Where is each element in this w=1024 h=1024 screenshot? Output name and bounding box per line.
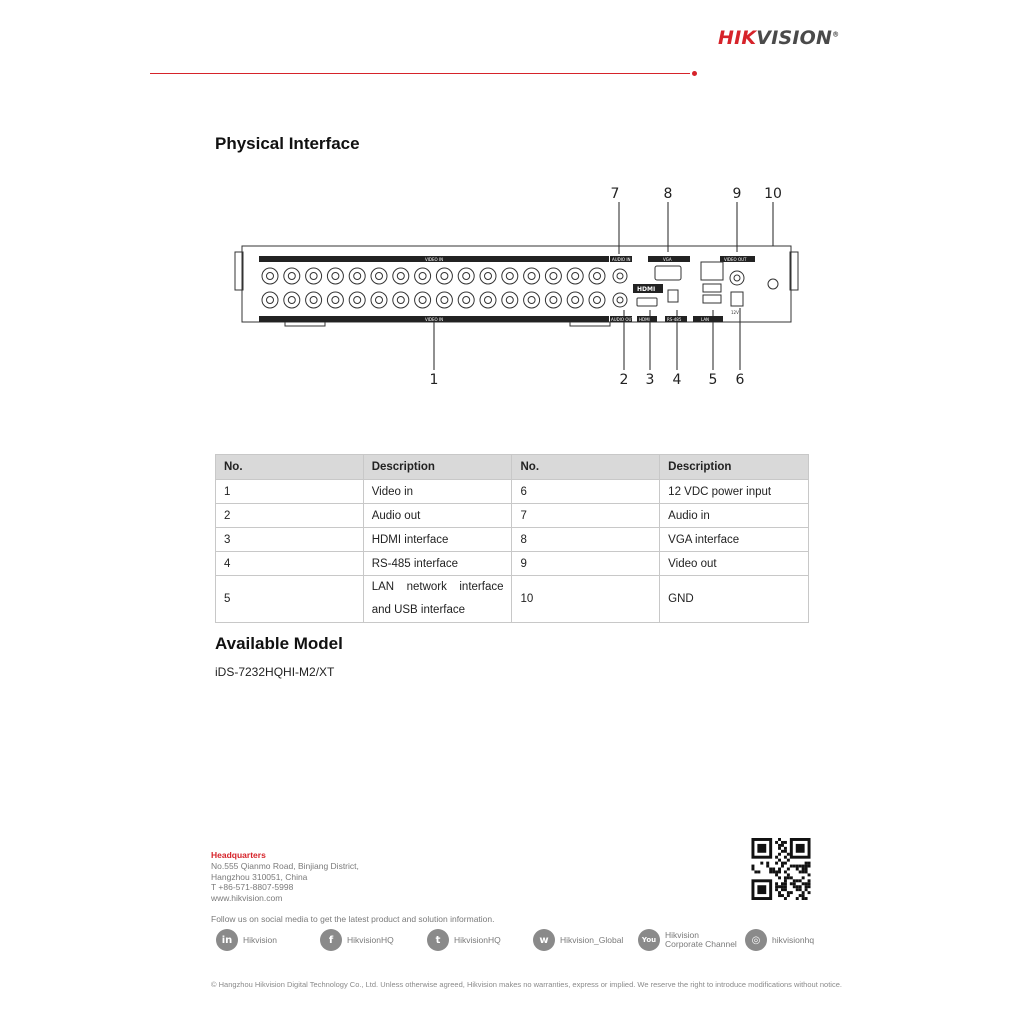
- callout-5: 5: [708, 372, 718, 388]
- cell-no: 4: [216, 552, 364, 576]
- qr-module: [775, 862, 778, 865]
- bnc-connector: [327, 268, 343, 284]
- bnc-connector-pin: [376, 273, 383, 280]
- qr-module: [784, 850, 787, 853]
- qr-module: [805, 888, 808, 891]
- bnc-connector-pin: [332, 273, 339, 280]
- cell-description: Video out: [660, 552, 809, 576]
- cell-description: RS-485 interface: [363, 552, 512, 576]
- bnc-connector: [284, 268, 300, 284]
- cell-description-line2: and USB interface: [371, 604, 466, 616]
- panel-label-lan: LAN: [701, 317, 710, 322]
- cell-description: [363, 576, 512, 623]
- bnc-connector: [480, 268, 496, 284]
- panel-label-vga: VGA: [663, 257, 672, 262]
- qr-module: [772, 870, 775, 873]
- qr-module: [799, 885, 802, 888]
- qr-module: [799, 879, 802, 882]
- header-description-2: Description: [660, 455, 809, 480]
- cell-no: 6: [512, 480, 660, 504]
- social-linkedin[interactable]: [216, 929, 277, 951]
- qr-module: [805, 897, 808, 900]
- qr-module: [778, 853, 781, 856]
- bnc-connectors: [262, 268, 605, 308]
- bnc-connector-pin: [528, 273, 535, 280]
- qr-module: [775, 882, 778, 885]
- header-no-1: No.: [216, 455, 364, 480]
- cell-no: 8: [512, 528, 660, 552]
- registered-mark: ®: [832, 30, 840, 39]
- qr-module: [802, 870, 805, 873]
- bnc-connector-pin: [310, 297, 317, 304]
- qr-module: [787, 853, 790, 856]
- bnc-connector: [567, 268, 583, 284]
- qr-module: [787, 868, 790, 871]
- bnc-connector: [415, 268, 431, 284]
- bnc-connector: [589, 292, 605, 308]
- header-description-1: Description: [363, 455, 512, 480]
- bnc-connector: [349, 268, 365, 284]
- bnc-connector-pin: [485, 297, 492, 304]
- bnc-connector: [262, 268, 278, 284]
- youtube-icon[interactable]: You: [638, 929, 660, 951]
- bnc-connector-pin: [572, 273, 579, 280]
- qr-module: [778, 868, 781, 871]
- bnc-connector-pin: [506, 297, 513, 304]
- table-row: [216, 528, 809, 552]
- qr-module: [796, 897, 799, 900]
- qr-module: [787, 873, 790, 876]
- qr-module: [784, 856, 787, 859]
- social-label-line2[interactable]: Corporate Channel: [665, 939, 737, 949]
- bnc-connector-pin: [441, 273, 448, 280]
- phone-number: T +86-571-8807-5998: [211, 882, 294, 892]
- social-label[interactable]: [665, 931, 737, 949]
- bnc-connector-pin: [419, 297, 426, 304]
- copyright-notice: © Hangzhou Hikvision Digital Technology Co., Ltd. Unless otherwise agreed, Hikvision makes no warranties, express or implied. We reserve the right to introduce modifications without notice.: [211, 980, 842, 989]
- callout-8: 8: [663, 186, 673, 202]
- address-line: Hangzhou 310051, China: [211, 871, 308, 882]
- bnc-connector: [589, 268, 605, 284]
- hq-address: [211, 861, 359, 903]
- callout-10: 10: [764, 186, 782, 202]
- qr-module: [751, 865, 754, 868]
- address-line: No.555 Qianmo Road, Binjiang District,: [211, 861, 359, 871]
- qr-module: [796, 888, 799, 891]
- qr-module: [799, 894, 802, 897]
- bnc-connector-pin: [397, 297, 404, 304]
- header-no-2: No.: [512, 455, 660, 480]
- cell-no: 2: [216, 504, 364, 528]
- qr-module: [808, 865, 811, 868]
- social-label[interactable]: Hikvision_Global: [560, 935, 624, 945]
- qr-module: [775, 873, 778, 876]
- bnc-connector: [371, 292, 387, 308]
- qr-module: [787, 894, 790, 897]
- website-link[interactable]: www.hikvision.com: [211, 892, 283, 903]
- qr-module: [802, 882, 805, 885]
- qr-module: [778, 876, 781, 879]
- bnc-connector: [436, 268, 452, 284]
- qr-module: [754, 870, 757, 873]
- bnc-connector: [371, 268, 387, 284]
- qr-module: [808, 885, 811, 888]
- qr-module: [766, 862, 769, 865]
- qr-module: [790, 876, 793, 879]
- hdmi-logo: HDMI: [637, 286, 656, 293]
- cell-description: Audio in: [660, 504, 809, 528]
- brand-logo: [718, 27, 839, 49]
- qr-module: [781, 865, 784, 868]
- bnc-connector: [502, 292, 518, 308]
- social-label[interactable]: HikvisionHQ: [454, 935, 501, 945]
- qr-module: [781, 894, 784, 897]
- bnc-connector-pin: [550, 273, 557, 280]
- qr-module: [778, 891, 781, 894]
- qr-module: [778, 847, 781, 850]
- qr-module: [808, 862, 811, 865]
- cell-description: VGA interface: [660, 528, 809, 552]
- bnc-connector-pin: [528, 297, 535, 304]
- bnc-connector-pin: [594, 297, 601, 304]
- section-title-physical-interface: Physical Interface: [215, 134, 360, 153]
- qr-module: [808, 891, 811, 894]
- qr-module: [751, 868, 754, 871]
- bnc-connector: [524, 268, 540, 284]
- header-divider: [150, 73, 690, 74]
- bnc-connector-pin: [267, 297, 274, 304]
- qr-module: [781, 888, 784, 891]
- qr-module: [796, 885, 799, 888]
- interface-table: [215, 454, 809, 623]
- bnc-connector: [262, 292, 278, 308]
- table-row: [216, 552, 809, 576]
- qr-module: [805, 870, 808, 873]
- model-number: iDS-7232HQHI-M2/XT: [215, 665, 335, 679]
- qr-module: [769, 870, 772, 873]
- callout-2: 2: [619, 372, 629, 388]
- bnc-connector: [306, 268, 322, 284]
- social-instagram[interactable]: [745, 929, 814, 951]
- social-label-line1[interactable]: Hikvision: [665, 930, 700, 940]
- bnc-connector: [545, 268, 561, 284]
- qr-module: [784, 879, 787, 882]
- qr-module: [805, 885, 808, 888]
- qr-module: [805, 862, 808, 865]
- bnc-connector-pin: [506, 273, 513, 280]
- bnc-connector-pin: [354, 273, 361, 280]
- qr-module: [766, 865, 769, 868]
- qr-module: [793, 885, 796, 888]
- qr-module: [772, 868, 775, 871]
- qr-module: [775, 870, 778, 873]
- table-row: [216, 480, 809, 504]
- header-divider-dot: [692, 71, 697, 76]
- bnc-connector-pin: [419, 273, 426, 280]
- social-facebook[interactable]: [320, 929, 394, 951]
- bnc-connector-pin: [463, 273, 470, 280]
- panel-label-video-out: VIDEO OUT: [724, 257, 747, 262]
- qr-code: [751, 838, 811, 900]
- qr-module: [784, 885, 787, 888]
- qr-module: [775, 841, 778, 844]
- qr-module: [796, 868, 799, 871]
- table-row: [216, 504, 809, 528]
- bnc-connector: [393, 292, 409, 308]
- bnc-connector-pin: [288, 273, 295, 280]
- table-row: [216, 576, 809, 623]
- panel-label-power: 12V: [731, 310, 739, 315]
- bnc-connector: [306, 292, 322, 308]
- qr-module: [784, 876, 787, 879]
- bnc-connector: [393, 268, 409, 284]
- qr-module: [781, 841, 784, 844]
- qr-finder: [757, 885, 766, 894]
- qr-module: [808, 882, 811, 885]
- qr-module: [787, 876, 790, 879]
- qr-module: [784, 882, 787, 885]
- qr-module: [781, 885, 784, 888]
- social-label[interactable]: hikvisionhq: [772, 935, 815, 945]
- qr-module: [757, 870, 760, 873]
- twitter-icon[interactable]: t: [427, 929, 449, 951]
- qr-module: [784, 888, 787, 891]
- bnc-connector: [458, 292, 474, 308]
- bnc-connector: [502, 268, 518, 284]
- instagram-icon[interactable]: ◎: [745, 929, 767, 951]
- qr-module: [790, 891, 793, 894]
- brand-logo-part2: VISION: [756, 27, 833, 49]
- wechat-icon[interactable]: w: [533, 929, 555, 951]
- qr-module: [793, 879, 796, 882]
- qr-module: [769, 868, 772, 871]
- qr-module: [778, 844, 781, 847]
- qr-module: [784, 862, 787, 865]
- qr-module: [778, 870, 781, 873]
- qr-module: [802, 868, 805, 871]
- brand-logo-part1: HIK: [718, 27, 757, 49]
- cell-no: 5: [216, 576, 364, 623]
- bnc-connector: [349, 292, 365, 308]
- callout-1: 1: [429, 372, 439, 388]
- callout-3: 3: [645, 372, 655, 388]
- cell-description-line1: LAN network interface: [371, 581, 504, 593]
- qr-module: [784, 841, 787, 844]
- qr-module: [793, 865, 796, 868]
- qr-module: [796, 879, 799, 882]
- headquarters-title: Headquarters: [211, 850, 266, 860]
- qr-module: [775, 856, 778, 859]
- qr-module: [790, 865, 793, 868]
- bnc-connector: [567, 292, 583, 308]
- qr-module: [778, 885, 781, 888]
- qr-module: [775, 888, 778, 891]
- bnc-connector: [436, 292, 452, 308]
- qr-module: [802, 865, 805, 868]
- cell-description: GND: [660, 576, 809, 623]
- bnc-connector-pin: [572, 297, 579, 304]
- bnc-connector-pin: [550, 297, 557, 304]
- cell-no: 3: [216, 528, 364, 552]
- qr-module: [760, 862, 763, 865]
- bnc-connector-pin: [354, 297, 361, 304]
- panel-label-rs485: RS-485: [667, 317, 682, 322]
- bnc-connector-pin: [463, 297, 470, 304]
- cell-no: 9: [512, 552, 660, 576]
- bnc-connector: [524, 292, 540, 308]
- qr-module: [781, 862, 784, 865]
- qr-module: [802, 876, 805, 879]
- bnc-connector: [458, 268, 474, 284]
- qr-module: [778, 894, 781, 897]
- qr-module: [799, 888, 802, 891]
- social-label[interactable]: HikvisionHQ: [347, 935, 394, 945]
- bnc-connector-pin: [397, 273, 404, 280]
- social-twitter[interactable]: [427, 929, 501, 951]
- facebook-icon[interactable]: f: [320, 929, 342, 951]
- qr-module: [799, 865, 802, 868]
- qr-module: [787, 859, 790, 862]
- bnc-connector-pin: [441, 297, 448, 304]
- bnc-connector-pin: [310, 273, 317, 280]
- panel-label-video-in: VIDEO IN: [425, 257, 444, 262]
- qr-module: [805, 868, 808, 871]
- qr-module: [805, 865, 808, 868]
- bnc-connector: [327, 292, 343, 308]
- bnc-connector-pin: [288, 297, 295, 304]
- panel-label-hdmi: HDMI: [639, 317, 650, 322]
- bnc-connector-pin: [376, 297, 383, 304]
- social-label[interactable]: Hikvision: [243, 935, 278, 945]
- qr-module: [781, 850, 784, 853]
- qr-module: [793, 882, 796, 885]
- qr-module: [802, 894, 805, 897]
- qr-module: [799, 870, 802, 873]
- callout-4: 4: [672, 372, 682, 388]
- qr-module: [778, 859, 781, 862]
- linkedin-icon[interactable]: in: [216, 929, 238, 951]
- section-title-available-model: Available Model: [215, 634, 343, 653]
- table-header-row: [216, 455, 809, 480]
- cell-description: 12 VDC power input: [660, 480, 809, 504]
- cell-description: HDMI interface: [363, 528, 512, 552]
- cell-no: 1: [216, 480, 364, 504]
- qr-module: [775, 885, 778, 888]
- cell-no: 10: [512, 576, 660, 623]
- qr-module: [805, 882, 808, 885]
- bnc-connector-pin: [267, 273, 274, 280]
- social-youtube[interactable]: [638, 929, 737, 951]
- rear-panel-diagram: [215, 180, 810, 390]
- qr-module: [781, 844, 784, 847]
- qr-module: [781, 882, 784, 885]
- qr-module: [784, 847, 787, 850]
- social-wechat[interactable]: [533, 929, 623, 951]
- bnc-connector-pin: [485, 273, 492, 280]
- panel-label-video-in-bottom: VIDEO IN: [425, 317, 444, 322]
- callout-9: 9: [732, 186, 742, 202]
- callout-6: 6: [735, 372, 745, 388]
- callout-7: 7: [610, 186, 620, 202]
- qr-module: [778, 838, 781, 841]
- bnc-connector: [545, 292, 561, 308]
- bnc-connector-pin: [332, 297, 339, 304]
- qr-module: [808, 879, 811, 882]
- bnc-connector: [284, 292, 300, 308]
- qr-module: [802, 891, 805, 894]
- panel-label-audio-in: AUDIO IN: [612, 257, 631, 262]
- qr-module: [787, 891, 790, 894]
- cell-description: Audio out: [363, 504, 512, 528]
- cell-description: Video in: [363, 480, 512, 504]
- social-follow-text: Follow us on social media to get the latest product and solution information.: [211, 914, 495, 924]
- qr-module: [808, 873, 811, 876]
- qr-module: [796, 865, 799, 868]
- bnc-connector: [480, 292, 496, 308]
- qr-module: [802, 897, 805, 900]
- bnc-connector: [415, 292, 431, 308]
- panel-label-audio-out: AUDIO OUT: [611, 317, 634, 322]
- qr-finder: [757, 844, 766, 853]
- qr-module: [784, 897, 787, 900]
- bnc-connector-pin: [594, 273, 601, 280]
- qr-finder: [796, 844, 805, 853]
- cell-no: 7: [512, 504, 660, 528]
- qr-module: [790, 882, 793, 885]
- qr-module: [784, 870, 787, 873]
